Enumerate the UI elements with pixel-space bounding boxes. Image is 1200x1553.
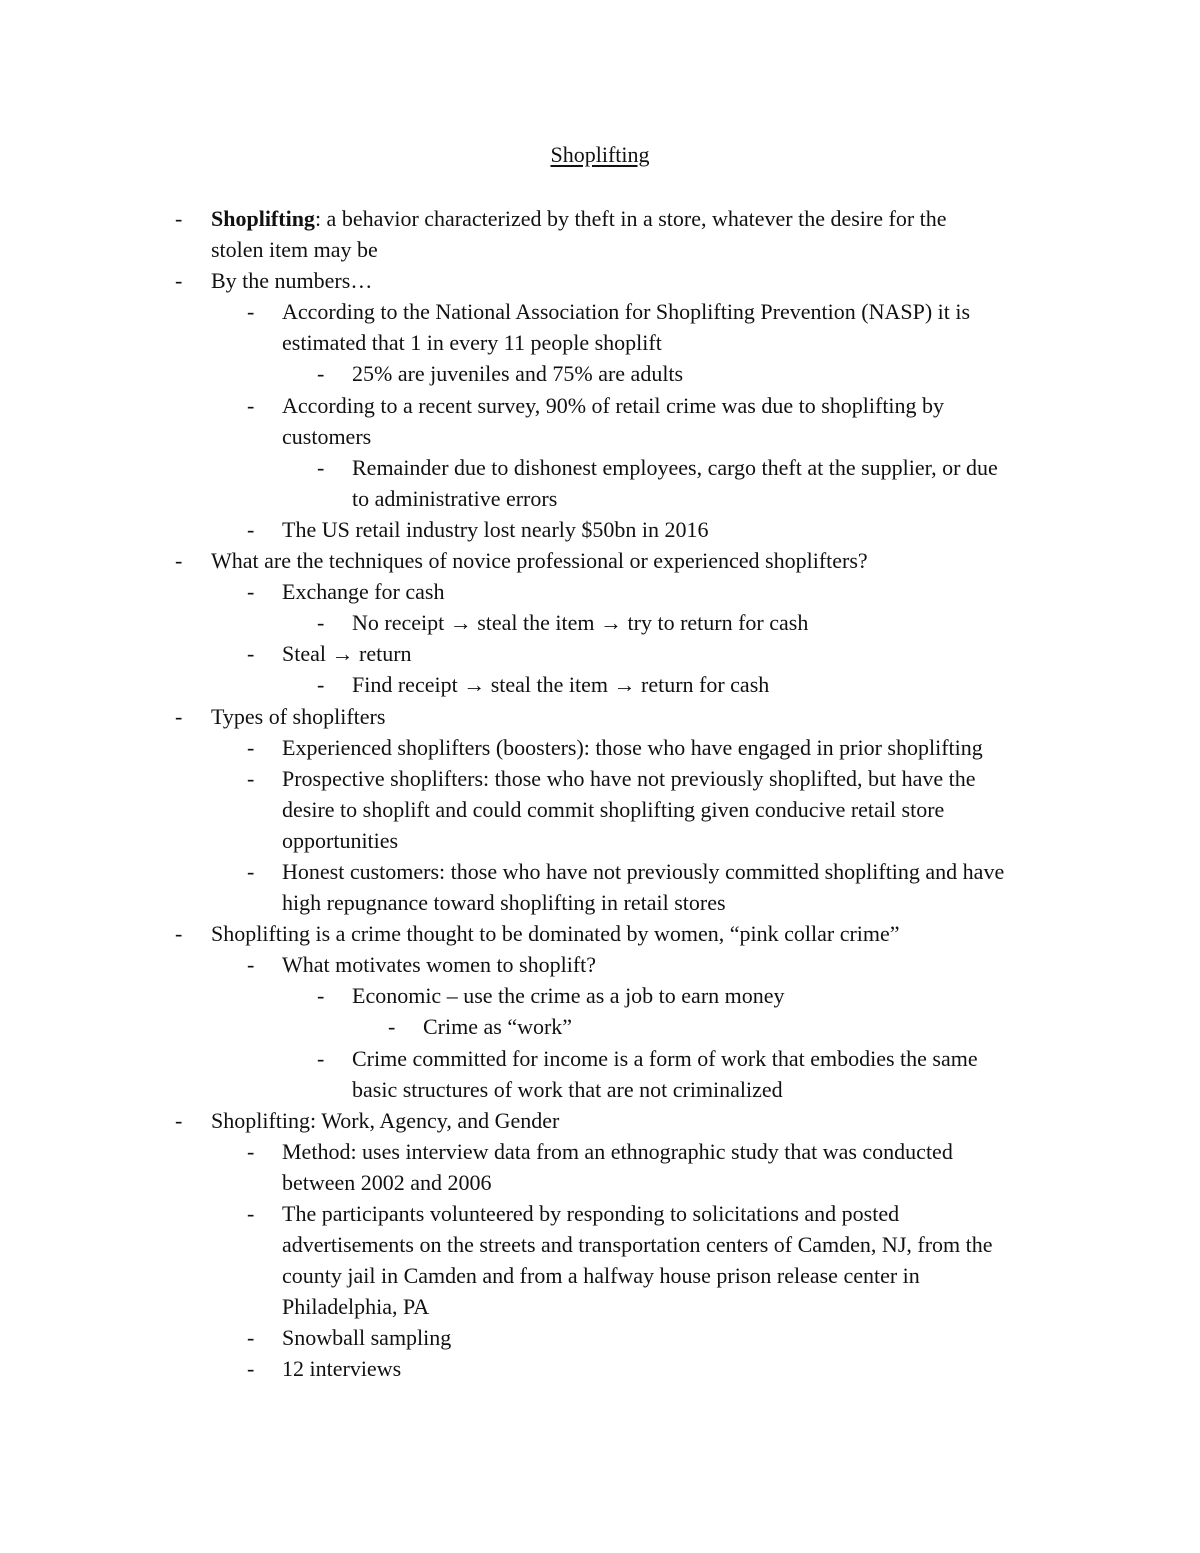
outline-text-body: According to a recent survey, 90% of retail crime was due to shoplifting by: [282, 392, 945, 418]
outline-item: [0, 980, 1200, 1011]
outline-text: [282, 1353, 401, 1384]
outline-text: [352, 483, 557, 514]
outline-item: [0, 856, 1200, 887]
bullet-dash: -: [247, 1356, 255, 1382]
outline-text: [282, 1260, 920, 1291]
outline-text: [211, 701, 385, 732]
outline-item: [0, 390, 1200, 421]
outline-text: [282, 1229, 993, 1260]
outline-text-body: Exchange for cash: [282, 579, 445, 605]
bullet-dash: -: [317, 672, 325, 698]
bullet-dash: -: [175, 921, 183, 947]
outline-text: [282, 763, 975, 794]
outline-item: [0, 545, 1200, 576]
outline-text-body: customers: [282, 423, 372, 449]
bullet-dash: -: [247, 734, 255, 760]
outline-text-body: Types of shoplifters: [211, 703, 386, 729]
outline-item: [0, 234, 1200, 265]
outline-text: [352, 452, 998, 483]
bullet-dash: -: [247, 299, 255, 325]
outline-item: [0, 1043, 1200, 1074]
outline-text-body: What are the techniques of novice professional or experienced shoplifters?: [211, 548, 868, 574]
outline-text-body: Philadelphia, PA: [282, 1294, 430, 1320]
bullet-dash: -: [247, 1201, 255, 1226]
outline-item: [0, 607, 1200, 638]
outline-item: [0, 1167, 1200, 1198]
outline-text: [282, 1198, 899, 1229]
outline-item: [0, 1198, 1200, 1229]
outline-text-body: Crime committed for income is a form of work that embodies the same: [352, 1045, 978, 1071]
outline-list: [0, 203, 1200, 1385]
outline-text-body: Shoplifting: Work, Agency, and Gender: [211, 1107, 560, 1133]
bullet-dash: -: [247, 765, 255, 791]
outline-text-body: Prospective shoplifters: those who have not previously shoplifted, but have the: [282, 765, 976, 791]
outline-text-body: 25% are juveniles and 75% are adults: [352, 361, 684, 387]
outline-text-body: Honest customers: those who have not previously committed shoplifting and have: [282, 858, 1005, 884]
outline-item: [0, 825, 1200, 856]
outline-text: [211, 265, 372, 296]
bullet-dash: -: [317, 610, 325, 636]
outline-text: [282, 825, 398, 856]
outline-item: [0, 1105, 1200, 1136]
outline-text: [352, 607, 808, 638]
term-bold: Shoplifting: [211, 206, 315, 231]
outline-text-body: No receipt → steal the item → try to return for cash: [352, 610, 809, 636]
outline-text: [423, 1011, 572, 1042]
outline-text: [211, 918, 900, 949]
outline-item: [0, 452, 1200, 483]
bullet-dash: -: [317, 1045, 325, 1071]
outline-item: [0, 1291, 1200, 1322]
outline-item: [0, 514, 1200, 545]
outline-text: [282, 390, 944, 421]
outline-item: [0, 1260, 1200, 1291]
bullet-dash: -: [317, 454, 325, 480]
outline-text-body: Method: uses interview data from an ethnographic study that was conducted: [282, 1138, 953, 1164]
bullet-dash: -: [175, 548, 183, 574]
outline-item: [0, 358, 1200, 389]
outline-text: [352, 1043, 978, 1074]
outline-text: [352, 669, 769, 700]
outline-text: [352, 358, 683, 389]
outline-item: [0, 576, 1200, 607]
outline-text: [282, 1322, 451, 1353]
bullet-dash: -: [175, 703, 183, 729]
outline-item: [0, 327, 1200, 358]
bullet-dash: -: [175, 206, 183, 231]
outline-item: [0, 887, 1200, 918]
bullet-dash: -: [317, 983, 325, 1009]
outline-text-body: The US retail industry lost nearly $50bn in 2016: [282, 516, 709, 542]
outline-item: [0, 638, 1200, 669]
outline-text-body: By the numbers…: [211, 268, 373, 294]
outline-text: [282, 296, 970, 327]
outline-item: [0, 732, 1200, 763]
outline-text-body: Experienced shoplifters (boosters): those who have engaged in prior shoplifting: [282, 734, 983, 760]
outline-text: [282, 856, 1004, 887]
outline-text-body: What motivates women to shoplift?: [282, 952, 597, 978]
outline-text: [211, 234, 378, 265]
outline-text-body: Snowball sampling: [282, 1325, 452, 1351]
outline-text-body: 12 interviews: [282, 1356, 402, 1382]
outline-text-body: opportunities: [282, 827, 399, 853]
outline-text: [211, 203, 947, 234]
outline-text: [211, 545, 868, 576]
outline-item: [0, 1353, 1200, 1384]
outline-text-body: Find receipt → steal the item → return for cash: [352, 672, 770, 698]
outline-text: [211, 1105, 559, 1136]
outline-text-body: Shoplifting is a crime thought to be dominated by women, “pink collar crime”: [211, 921, 900, 947]
outline-text: [282, 421, 371, 452]
outline-text-body: According to the National Association for Shoplifting Prevention (NASP) it is: [282, 299, 971, 325]
outline-text-body: estimated that 1 in every 11 people shoplift: [282, 330, 662, 356]
outline-text: [282, 1136, 953, 1167]
outline-text: [282, 794, 944, 825]
outline-text: [282, 576, 444, 607]
outline-item: [0, 203, 1200, 234]
outline-text: [282, 949, 596, 980]
outline-text-body: : a behavior characterized by theft in a store, whatever the desire for the: [314, 206, 947, 231]
outline-item: [0, 701, 1200, 732]
outline-item: [0, 1011, 1200, 1042]
outline-item: [0, 1229, 1200, 1260]
outline-text-body: between 2002 and 2006: [282, 1169, 492, 1195]
outline-item: [0, 794, 1200, 825]
outline-text-body: high repugnance toward shoplifting in retail stores: [282, 890, 726, 916]
outline-item: [0, 669, 1200, 700]
outline-text-body: Steal → return: [282, 641, 412, 667]
outline-item: [0, 1322, 1200, 1353]
outline-item: [0, 763, 1200, 794]
outline-text: [282, 887, 726, 918]
outline-item: [0, 1074, 1200, 1105]
outline-item: [0, 918, 1200, 949]
outline-text: [352, 1074, 783, 1105]
outline-text-body: stolen item may be: [211, 237, 378, 263]
outline-text-body: The participants volunteered by responding to solicitations and posted: [282, 1201, 900, 1226]
bullet-dash: -: [175, 268, 183, 294]
outline-item: [0, 296, 1200, 327]
outline-text-body: Remainder due to dishonest employees, cargo theft at the supplier, or due: [352, 454, 998, 480]
bullet-dash: -: [317, 361, 325, 387]
bullet-dash: -: [247, 641, 255, 667]
outline-text-body: advertisements on the streets and transportation centers of Camden, NJ, from the: [282, 1232, 993, 1258]
outline-text: [352, 980, 785, 1011]
bullet-dash: -: [247, 858, 255, 884]
bullet-dash: -: [388, 1014, 396, 1040]
bullet-dash: -: [247, 579, 255, 605]
outline-text-body: Economic – use the crime as a job to earn money: [352, 983, 785, 1009]
outline-text-body: desire to shoplift and could commit shoplifting given conducive retail store: [282, 796, 945, 822]
outline-text-body: Crime as “work”: [423, 1014, 573, 1040]
outline-item: [0, 265, 1200, 296]
outline-text-body: basic structures of work that are not criminalized: [352, 1076, 783, 1102]
bullet-dash: -: [247, 392, 255, 418]
outline-text: [282, 1291, 429, 1322]
bullet-dash: -: [175, 1107, 183, 1133]
outline-text-body: to administrative errors: [352, 485, 558, 511]
outline-text: [282, 732, 983, 763]
bullet-dash: -: [247, 1325, 255, 1351]
outline-text: [282, 327, 662, 358]
outline-text: [282, 514, 709, 545]
outline-item: [0, 483, 1200, 514]
outline-text-body: county jail in Camden and from a halfway house prison release center in: [282, 1263, 920, 1289]
outline-item: [0, 1136, 1200, 1167]
bullet-dash: -: [247, 952, 255, 978]
outline-text: [282, 638, 412, 669]
outline-text: [282, 1167, 492, 1198]
outline-item: [0, 949, 1200, 980]
bullet-dash: -: [247, 516, 255, 542]
outline-item: [0, 421, 1200, 452]
page-title: Shoplifting: [550, 142, 650, 167]
bullet-dash: -: [247, 1138, 255, 1164]
